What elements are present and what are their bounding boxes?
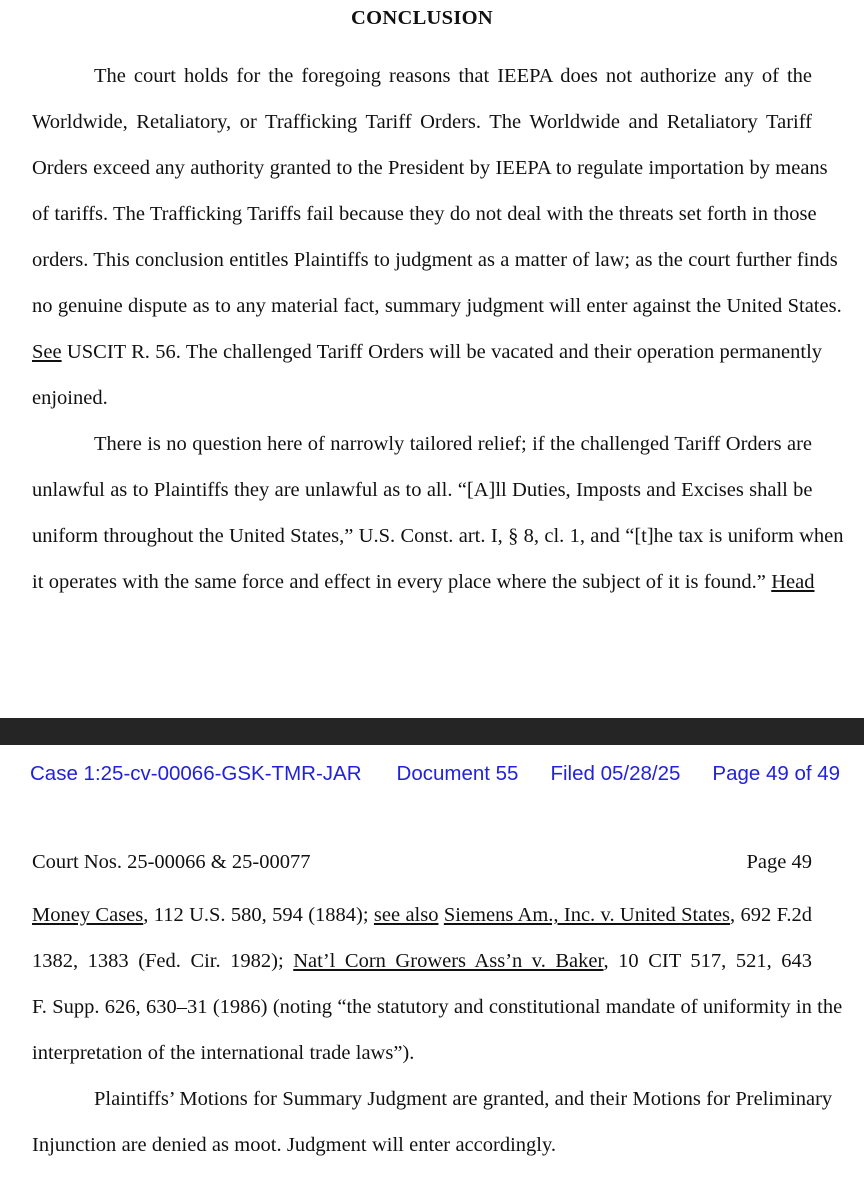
text-line <box>32 1076 833 1122</box>
text-line: enjoined. <box>32 387 108 409</box>
text-line <box>32 938 812 984</box>
text-line: interpretation of the international trade laws”). <box>32 1042 415 1064</box>
citation-case-siemens: Siemens Am., Inc. v. United States <box>443 904 731 926</box>
text-line: Worldwide, Retaliatory, or Trafficking Tariff Orders. The Worldwide and Retaliatory Tariff <box>32 111 812 133</box>
text-line <box>32 329 823 375</box>
text-line <box>32 53 812 99</box>
paragraph-disposition <box>32 1076 833 1168</box>
text-line-content: , 10 CIT 517, 521, 643 <box>603 950 812 972</box>
page-title: CONCLUSION <box>351 7 493 29</box>
ecf-filing-stamp <box>0 762 864 796</box>
citation-case-head: Head <box>771 571 815 593</box>
text-line: of tariffs. The Trafficking Tariffs fail because they do not deal with the threats set forth in those <box>32 203 817 225</box>
ecf-filed-date: Filed 05/28/25 <box>550 762 681 785</box>
citation-signal-see: See <box>32 341 62 363</box>
citation-case-natl-corn-growers: Nat’l Corn Growers Ass’n v. Baker <box>293 950 604 972</box>
page-break-separator <box>0 718 864 745</box>
running-header-page-number: Page 49 <box>746 851 812 873</box>
running-header <box>32 846 812 878</box>
running-header-court-numbers: Court Nos. 25-00066 & 25-00077 <box>32 851 311 873</box>
text-line-content: 1382, 1383 (Fed. Cir. 1982); <box>32 950 294 972</box>
text-line-content: , 692 F.2d <box>730 904 813 926</box>
ecf-case-number: Case 1:25-cv-00066-GSK-TMR-JAR <box>30 762 362 785</box>
paragraph-citations <box>32 892 843 1076</box>
text-line <box>32 892 812 938</box>
citation-case-money-cases: Money Cases <box>32 904 144 926</box>
ecf-page-number: Page 49 of 49 <box>712 762 841 785</box>
text-line-content: , 112 U.S. 580, 594 (1884); <box>143 904 374 926</box>
text-line: orders. This conclusion entitles Plaintiffs to judgment as a matter of law; as the court further finds <box>32 249 838 271</box>
document-page-lower <box>0 846 864 1200</box>
text-line: no genuine dispute as to any material fact, summary judgment will enter against the United States. <box>32 295 842 317</box>
text-line-content: USCIT R. 56. The challenged Tariff Orders will be vacated and their operation permanently <box>61 341 823 363</box>
text-line-content: Plaintiffs’ Motions for Summary Judgment are granted, and their Motions for Preliminary <box>94 1088 833 1110</box>
text-line: F. Supp. 626, 630–31 (1986) (noting “the statutory and constitutional mandate of uniformity in the <box>32 996 843 1018</box>
paragraph-conclusion-1 <box>32 53 842 421</box>
text-line <box>32 421 812 467</box>
paragraph-conclusion-2 <box>32 421 844 605</box>
text-line-content: There is no question here of narrowly tailored relief; if the challenged Tariff Orders are <box>94 433 812 455</box>
text-line-content: The court holds for the foregoing reasons that IEEPA does not authorize any of the <box>94 65 812 87</box>
text-line: Orders exceed any authority granted to the President by IEEPA to regulate importation by means <box>32 157 828 179</box>
text-line <box>32 559 815 605</box>
text-line: uniform throughout the United States,” U.S. Const. art. I, § 8, cl. 1, and “[t]he tax is uniform when <box>32 525 844 547</box>
text-line: unlawful as to Plaintiffs they are unlawful as to all. “[A]ll Duties, Imposts and Excises shall be <box>32 479 813 501</box>
ecf-document-number: Document 55 <box>396 762 519 785</box>
text-line-content: it operates with the same force and effect in every place where the subject of it is found.” <box>32 571 772 593</box>
text-line: Injunction are denied as moot. Judgment will enter accordingly. <box>32 1134 557 1156</box>
citation-signal-see-also: see also <box>373 904 439 926</box>
